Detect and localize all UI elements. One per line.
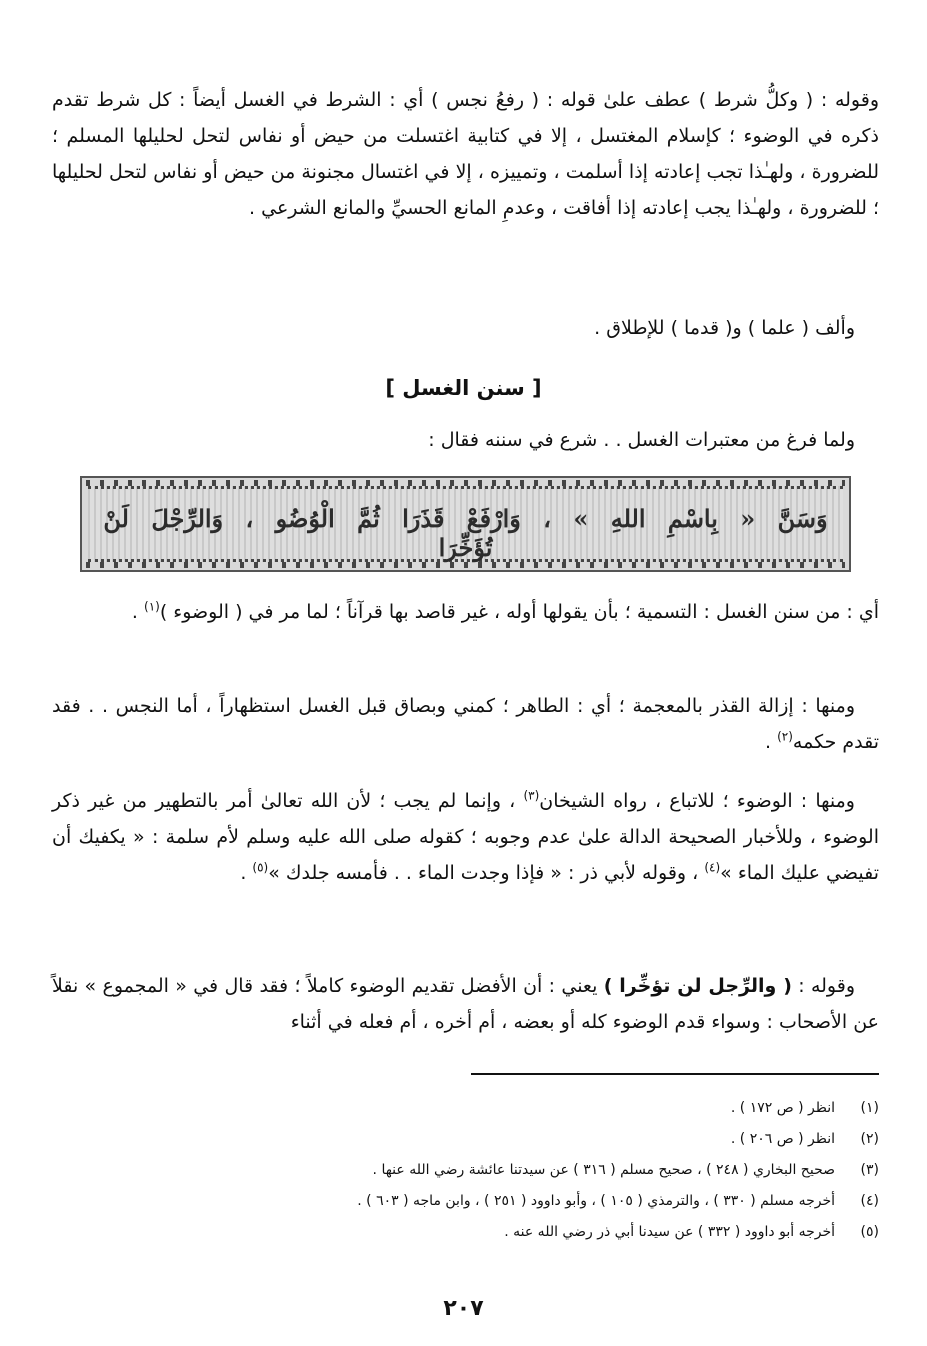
- footnote-text: انظر ( ص ٢٠٦ ) .: [730, 1131, 835, 1147]
- footnote-ref-4[interactable]: (٤): [704, 860, 721, 875]
- footnote-number: (٣): [860, 1162, 879, 1178]
- footnote-3: [120, 1156, 879, 1184]
- paragraph-intro-sunan-text: ولما فرغ من معتبرات الغسل . . شرع في سننه فقال :: [428, 429, 855, 451]
- section-heading: [ سنن الغسل ]: [385, 376, 542, 400]
- paragraph-tasmiya-text: أي : من سنن الغسل : التسمية ؛ بأن يقولها أوله ، غير قاصد بها قرآناً ؛ لما مر في ( الوضوء ): [159, 601, 879, 623]
- footnote-number: (٥): [860, 1224, 879, 1240]
- paragraph-feet-quote: ( والرِّجل لن تؤخِّرا ): [603, 975, 792, 997]
- paragraph-feet-text-b: يعني : أن الأفضل تقديم الوضوء كاملاً ؛ فقد قال في « المجموع » نقلاً عن الأصحاب : وسواء قدم الوضوء كله أو بعضه ، أم أخره ، أم فعله في أثناء: [52, 975, 879, 1033]
- footnote-ref-3[interactable]: (٣): [523, 788, 540, 803]
- paragraph-wudu-text-d: .: [240, 862, 253, 884]
- verse-frame: [80, 476, 851, 572]
- footnote-text: أخرجه أبو داوود ( ٣٣٢ ) عن سيدنا أبي ذر رضي الله عنه .: [504, 1224, 835, 1240]
- footnote-ref-2[interactable]: (٢): [777, 729, 793, 744]
- footnote-text: انظر ( ص ١٧٢ ) .: [730, 1100, 835, 1116]
- paragraph-intro-sunan: [52, 422, 879, 458]
- paragraph-conditions: [52, 82, 879, 226]
- page-number: ٢٠٧: [443, 1296, 484, 1321]
- paragraph-alif-note-text: وألف ( علما ) و( قدما ) للإطلاق .: [594, 317, 855, 339]
- paragraph-removing-dirt: [52, 688, 879, 760]
- footnote-5: [120, 1218, 879, 1246]
- footnote-text: أخرجه مسلم ( ٣٣٠ ) ، والترمذي ( ١٠٥ ) ، وأبو داوود ( ٢٥١ ) ، وابن ماجه ( ٦٠٣ ) .: [357, 1193, 835, 1209]
- paragraph-wudu-text-a: ومنها : الوضوء ؛ للاتباع ، رواه الشيخان: [539, 790, 855, 812]
- footnote-number: (٤): [860, 1193, 879, 1209]
- paragraph-wudu-text-b: ، وإنما لم يجب ؛ لأن الله تعالىٰ أمر بالتطهير من غير ذكر الوضوء ، وللأخبار الصحيحة الدالة علىٰ عدم وجوبه ؛ كقوله صلى الله عليه وسلم لأم سلمة : « يكفيك أن تفيضي عليك الماء »: [52, 790, 879, 884]
- verse-border-ornament-bottom: [86, 562, 845, 568]
- paragraph-feet-text-a: وقوله :: [791, 975, 855, 997]
- paragraph-wudu: [52, 783, 879, 891]
- paragraph-feet: [52, 968, 879, 1040]
- verse-text: وَسَنَّ « بِاسْمِ اللهِ » ، وَارْفَعْ قَذَرَا ثُمَّ الْوُضُو ، وَالرِّجْلَ لَنْ تُؤَخِّرَا: [103, 504, 828, 562]
- footnote-4: [120, 1187, 879, 1215]
- paragraph-removing-dirt-end: .: [764, 731, 778, 753]
- paragraph-tasmiya: [52, 594, 879, 630]
- paragraph-alif-note: [52, 310, 879, 346]
- footnote-divider: [471, 1073, 879, 1075]
- footnote-1: [120, 1094, 879, 1122]
- paragraph-tasmiya-end: .: [131, 601, 145, 623]
- footnote-text: صحيح البخاري ( ٢٤٨ ) ، صحيح مسلم ( ٣١٦ ) عن سيدتنا عائشة رضي الله عنها .: [372, 1162, 835, 1178]
- footnote-ref-1[interactable]: (١): [144, 599, 160, 614]
- footnote-number: (٢): [860, 1131, 879, 1147]
- footnote-number: (١): [860, 1100, 879, 1116]
- paragraph-removing-dirt-text: ومنها : إزالة القذر بالمعجمة ؛ أي : الطاهر ؛ كمني وبصاق قبل الغسل استظهاراً ، أما النجس . . فقد تقدم حكمه: [52, 695, 879, 753]
- footnote-ref-5[interactable]: (٥): [252, 860, 269, 875]
- paragraph-wudu-text-c: ، وقوله لأبي ذر : « فإذا وجدت الماء . . فأمسه جلدك »: [268, 862, 705, 884]
- paragraph-conditions-text: وقوله : ( وكلُّ شرط ) عطف علىٰ قوله : ( رفعُ نجس ) أي : الشرط في الغسل أيضاً : كل شرط تقدم ذكره في الوضوء ؛ كإسلام المغتسل ، إلا في كتابية اغتسلت من حيض أو نفاس لتحل لحليلها المسلم ؛ للضرورة ، ولهـٰذا تجب إعادته إذا أسلمت ، وتمييزه ، إلا في اغتسال مجنونة من حيض أو نفاس لتحل لحليلها ؛ للضرورة ، ولهـٰذا يجب إعادته إذا أفاقت ، وعدمِ المانع الحسيِّ والمانع الشرعي .: [52, 89, 879, 219]
- footnote-2: [120, 1125, 879, 1153]
